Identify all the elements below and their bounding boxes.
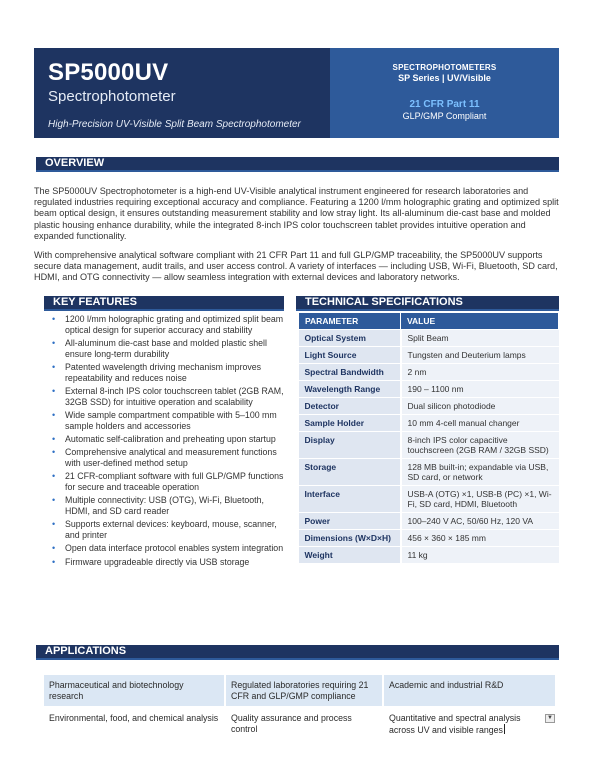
feature-item: • Comprehensive analytical and measurement functions with user-defined method setup: [52, 447, 277, 468]
feature-item: • Patented wavelength driving mechanism improves repeatability and reduces noise: [52, 361, 262, 383]
spec-value: 456 × 360 × 185 mm: [401, 530, 559, 547]
feature-item: • Multiple connectivity: USB (OTG), Wi-Fi, Bluetooth, HDMI, and SD card reader: [52, 495, 264, 516]
application-cell: Academic and industrial R&D: [384, 675, 555, 706]
spec-value: 10 mm 4-cell manual changer: [401, 415, 559, 432]
glp-label: GLP/GMP Compliant: [402, 111, 487, 121]
overview-heading-rule: [36, 170, 559, 172]
bullet-icon: •: [52, 433, 56, 444]
table-row: [299, 547, 559, 564]
key-features-rule: [44, 309, 284, 311]
spec-key: Interface: [299, 486, 401, 513]
spec-key: Optical System: [299, 330, 401, 347]
table-row: [299, 347, 559, 364]
spec-value: 190 – 1100 nm: [401, 381, 559, 398]
overview-paragraph-1: The SP5000UV Spectrophotometer is a high-end UV-Visible analytical instrument engineered for research laboratories and regulated industries requiring exceptional accuracy and compliance. Featuring a 1200 l/mm holographic grating and optimized split beam optical design, it ensures outstanding measurement stability and low stray light. Its all-aluminum die-cast base and molded plastic housing enhance durability, while the integrated 8-inch IPS color touchscreen tablet provides intuitive operation and expanded functionality.: [34, 186, 559, 241]
application-cell: Quality assurance and process control: [226, 708, 382, 740]
feature-item: • 1200 l/mm holographic grating and optimized split beam optical design for superior accuracy and stability: [52, 314, 284, 335]
feature-item: • Open data interface protocol enables system integration: [52, 543, 284, 554]
application-cell-text: Quantitative and spectral analysis across UV and visible ranges: [389, 713, 521, 735]
table-row: [44, 675, 555, 706]
application-cell: Regulated laboratories requiring 21 CFR and GLP/GMP compliance: [226, 675, 382, 706]
product-subtitle: Spectrophotometer: [48, 88, 176, 105]
spec-value: 100–240 V AC, 50/60 Hz, 120 VA: [401, 513, 559, 530]
feature-item: • All-aluminum die-cast base and molded plastic shell ensure long-term durability: [52, 337, 267, 359]
feature-item: • Automatic self-calibration and preheating upon startup: [52, 433, 276, 444]
header-info-block: [330, 48, 559, 138]
spec-key: Detector: [299, 398, 401, 415]
feature-item: • Wide sample compartment compatible with 5–100 mm sample holders and accessories: [52, 409, 277, 431]
table-row: [299, 415, 559, 432]
spec-key: Wavelength Range: [299, 381, 401, 398]
table-row: [299, 432, 559, 459]
spec-key: Spectral Bandwidth: [299, 364, 401, 381]
column-header-value: VALUE: [401, 313, 559, 330]
spec-value: Tungsten and Deuterium lamps: [401, 347, 559, 364]
tech-specs-rule: [296, 309, 559, 311]
bullet-icon: •: [52, 337, 56, 348]
bullet-icon: •: [52, 495, 56, 506]
applications-table: [42, 673, 557, 742]
spec-key: Light Source: [299, 347, 401, 364]
category-label: SPECTROPHOTOMETERS: [392, 63, 497, 72]
spec-value: 2 nm: [401, 364, 559, 381]
bullet-icon: •: [52, 385, 56, 396]
table-row: [299, 330, 559, 347]
specs-header-row: [299, 313, 559, 330]
feature-item: • Firmware upgradeable directly via USB storage: [52, 556, 250, 567]
spec-key: Display: [299, 432, 401, 459]
bullet-icon: •: [52, 556, 56, 567]
overview-paragraph-2: With comprehensive analytical software compliant with 21 CFR Part 11 and full GLP/GMP traceability, the SP5000UV supports secure data management, audit trails, and user access control. A variety of interfaces — including USB, Wi-Fi, Bluetooth, SD card, HDMI, and OTG connectivity — allow seamless integration with external devices and laboratory networks.: [34, 250, 558, 283]
bullet-icon: •: [52, 409, 56, 420]
product-name: SP5000UV: [48, 59, 169, 86]
header-banner: [34, 48, 559, 138]
application-cell-editing[interactable]: [384, 708, 555, 740]
applications-rule: [36, 658, 559, 660]
table-row: [299, 364, 559, 381]
table-row: [299, 398, 559, 415]
applications-heading: APPLICATIONS: [36, 645, 559, 658]
table-row: [299, 513, 559, 530]
column-header-parameter: PARAMETER: [299, 313, 401, 330]
spec-value: Dual silicon photodiode: [401, 398, 559, 415]
spec-key: Weight: [299, 547, 401, 564]
application-cell: Pharmaceutical and biotechnology research: [44, 675, 224, 706]
spec-key: Dimensions (W×D×H): [299, 530, 401, 547]
key-features-list: [52, 314, 284, 570]
bullet-icon: •: [52, 361, 56, 372]
spec-value: 128 MB built-in; expandable via USB, SD card, or network: [401, 459, 559, 486]
spec-value: Split Beam: [401, 330, 559, 347]
key-features-heading: KEY FEATURES: [44, 296, 284, 309]
table-row: [44, 708, 555, 740]
feature-item: • 21 CFR-compliant software with full GLP/GMP functions for secure and traceable operation: [52, 471, 284, 492]
spec-key: Power: [299, 513, 401, 530]
feature-item: • Supports external devices: keyboard, mouse, scanner, and printer: [52, 519, 277, 540]
cfr-label: 21 CFR Part 11: [409, 99, 480, 110]
specs-table: [298, 312, 559, 564]
product-tagline: High-Precision UV-Visible Split Beam Spectrophotometer: [48, 119, 301, 130]
bullet-icon: •: [52, 543, 56, 554]
table-row: [299, 381, 559, 398]
spec-value: 8-inch IPS color capacitive touchscreen (2GB RAM / 32GB SSD): [401, 432, 559, 459]
bullet-icon: •: [52, 314, 56, 324]
header-title-block: [34, 48, 330, 138]
bullet-icon: •: [52, 447, 56, 458]
tech-specs-heading: TECHNICAL SPECIFICATIONS: [296, 296, 559, 309]
feature-item: • External 8-inch IPS color touchscreen tablet (2GB RAM, 32GB SSD) for intuitive operation and scalability: [52, 385, 284, 407]
bullet-icon: •: [52, 519, 56, 530]
spec-key: Sample Holder: [299, 415, 401, 432]
overview-heading: OVERVIEW: [36, 157, 559, 170]
table-row: [299, 486, 559, 513]
chevron-down-icon[interactable]: ▼: [545, 714, 555, 723]
bullet-icon: •: [52, 471, 56, 482]
application-cell: Environmental, food, and chemical analysis: [44, 708, 224, 740]
series-label: SP Series | UV/Visible: [398, 73, 491, 83]
table-row: [299, 530, 559, 547]
table-row: [299, 459, 559, 486]
text-cursor: [504, 724, 505, 734]
spec-value: USB-A (OTG) ×1, USB-B (PC) ×1, Wi-Fi, SD card, HDMI, Bluetooth: [401, 486, 559, 513]
spec-key: Storage: [299, 459, 401, 486]
spec-value: 11 kg: [401, 547, 559, 564]
